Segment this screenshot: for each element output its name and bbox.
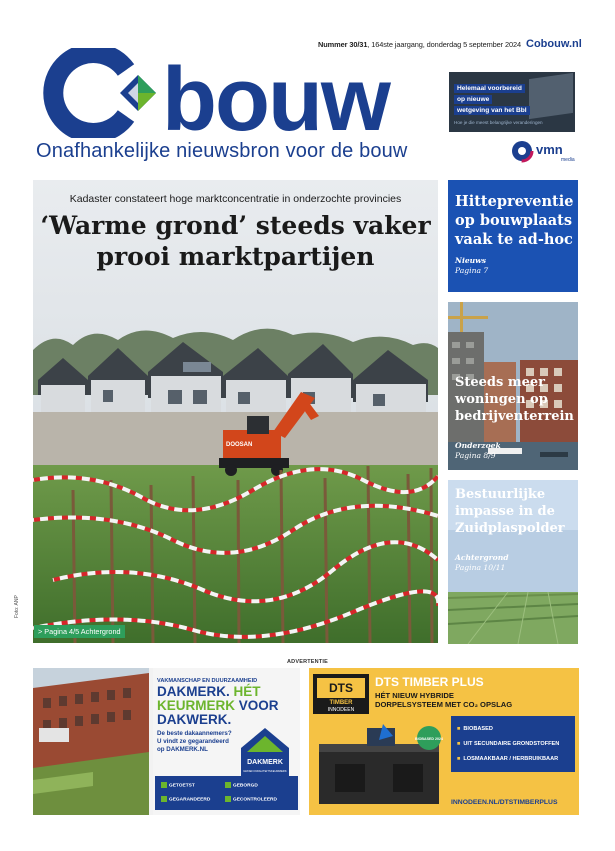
check-icon: [225, 796, 231, 802]
side-story-2-page: Pagina 8/9: [455, 451, 496, 460]
svg-text:media: media: [561, 157, 575, 163]
logo-c-shape: [53, 53, 126, 133]
dts-timber-logo: [313, 674, 369, 714]
svg-text:DTS: DTS: [329, 681, 353, 695]
check-icon: [225, 782, 231, 788]
cobouw-logo[interactable]: [34, 48, 434, 138]
feature-item: ■ LOSMAAKBAAR / HERBRUIKBAAR: [457, 756, 559, 762]
check-icon: [161, 796, 167, 802]
issue-details: , 164ste jaargang, donderdag 5 september 2024: [367, 40, 522, 49]
side-story-1-section: Nieuws: [455, 256, 486, 265]
dakmerk-text-panel: [153, 668, 300, 815]
dts-timber-advertisement[interactable]: [309, 668, 579, 815]
side-story-1-page: Pagina 7: [455, 266, 489, 275]
tagline: Onafhankelijke nieuwsbron voor de bouw: [36, 140, 408, 162]
dorpel-product-image: [313, 714, 449, 814]
check-item: GEBORGD: [225, 782, 258, 788]
promo-subline: Hoe je die meest belangrijke veranderingen: [454, 120, 543, 125]
dts-feature-list: [451, 716, 575, 772]
main-story-photo[interactable]: [33, 180, 438, 643]
feature-item: ■ UIT SECUNDAIRE GRONDSTOFFEN: [457, 741, 560, 747]
svg-text:GROEN KWALITEITSKEURMERK: GROEN KWALITEITSKEURMERK: [243, 769, 287, 773]
promo-tablet-image: [529, 73, 573, 119]
check-item: GEGARANDEERD: [161, 796, 210, 802]
vmn-media-logo: [511, 139, 581, 165]
side-story-2-section: Onderzoek: [455, 441, 501, 450]
side-story-zuidplaspolder[interactable]: [448, 480, 578, 644]
svg-text:INNODEEN: INNODEEN: [327, 707, 355, 713]
promo-line-1: Helemaal voorbereid: [454, 84, 525, 93]
side-story-3-page: Pagina 10/11: [455, 563, 506, 572]
green-roof-photo: [33, 668, 149, 815]
svg-text:BIOBASED 2024: BIOBASED 2024: [415, 737, 443, 741]
dakmerk-checklist: [155, 776, 298, 810]
issue-number: Nummer 30/31: [318, 40, 368, 49]
check-item: GECONTROLEERD: [225, 796, 277, 802]
main-story-kicker: Kadaster constateert hoge marktconcentratie in onderzochte provincies: [69, 193, 402, 205]
check-item: GETOETST: [161, 782, 195, 788]
svg-text:DAKMERK: DAKMERK: [247, 759, 283, 766]
cobouw-nl-link[interactable]: Cobouw.nl: [526, 38, 582, 50]
dakmerk-tagline: VAKMANSCHAP EN DUURZAAMHEID: [157, 678, 258, 684]
dts-url[interactable]: INNODEEN.NL/DTSTIMBERPLUS: [451, 799, 558, 806]
side-story-1-headline: Hittepreventie op bouwplaats vaak te ad-hoc: [455, 193, 574, 248]
logo-cube-icon: [120, 75, 156, 111]
side-story-woningen[interactable]: [448, 302, 578, 470]
dakmerk-headline: DAKMERK. HÉT KEURMERK VOOR DAKWERK.: [157, 684, 279, 727]
advertisement-label: ADVERTENTIE: [286, 659, 328, 665]
dakmerk-badge-icon: [239, 726, 291, 782]
excavator-brand: DOOSAN: [226, 442, 253, 448]
logo-wordmark: bouw: [162, 50, 389, 138]
main-story-page-link[interactable]: > Pagina 4/5 Achtergrond: [34, 625, 125, 638]
side-story-2-headline: Steeds meer woningen op bedrijventerrein: [455, 375, 574, 424]
feature-item: ■ BIOBASED: [457, 726, 493, 732]
svg-text:TIMBER: TIMBER: [329, 700, 353, 706]
side-story-3-section: Achtergrond: [455, 553, 509, 562]
svg-text:vmn: vmn: [536, 142, 563, 157]
promo-line-3: wetgeving van het Bbl: [454, 106, 530, 115]
bbl-promo[interactable]: [449, 72, 575, 132]
promo-line-2: op nieuwe: [454, 95, 492, 104]
headline-line-2: prooi marktpartijen: [96, 242, 375, 271]
photo-credit: Foto: ANP: [14, 595, 20, 618]
dakmerk-advertisement[interactable]: [33, 668, 300, 815]
headline-line-1: ‘Warme grond’ steeds vaker: [40, 211, 431, 240]
dts-subtitle: HÉT NIEUW HYBRIDE DORPELSYSTEEM MET CO₂ OPSLAG: [375, 691, 513, 709]
side-story-3-headline: Bestuurlijke impasse in de Zuidplaspolder: [455, 487, 565, 536]
dakmerk-question: De beste dakaannemers? U vindt ze gegarandeerd op DAKMERK.NL: [157, 730, 232, 753]
check-icon: [161, 782, 167, 788]
dts-title: DTS TIMBER PLUS: [375, 675, 484, 689]
side-story-hittepreventie[interactable]: [448, 180, 578, 292]
main-story-headline[interactable]: [33, 210, 438, 272]
